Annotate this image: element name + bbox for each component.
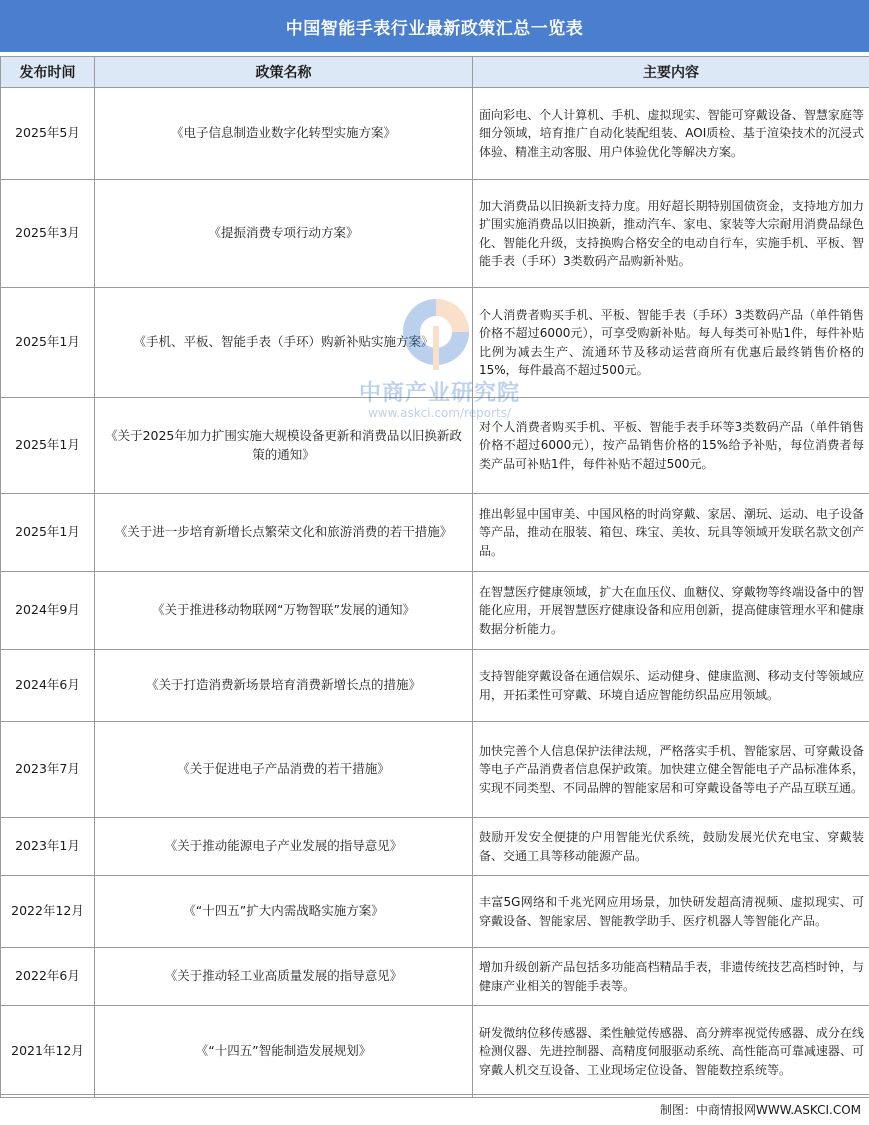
table-row xyxy=(1,572,869,650)
table-row xyxy=(1,876,869,948)
table-row xyxy=(1,88,869,180)
table-row xyxy=(1,722,869,818)
cell-policy-name: 《关于推动轻工业高质量发展的指导意见》 xyxy=(95,948,473,1006)
table-row xyxy=(1,650,869,722)
cell-policy-name: 《关于2025年加力扩围实施大规模设备更新和消费品以旧换新政策的通知》 xyxy=(95,398,473,494)
cell-date: 2023年1月 xyxy=(1,818,95,876)
header-date: 发布时间 xyxy=(1,57,95,88)
cell-date: 2024年6月 xyxy=(1,650,95,722)
cell-date: 2024年9月 xyxy=(1,572,95,650)
table-body xyxy=(1,88,869,1098)
footer-credit: 制图：中商情报网WWW.ASKCI.COM xyxy=(0,1094,869,1125)
cell-policy-name: 《提振消费专项行动方案》 xyxy=(95,180,473,288)
cell-date: 2021年12月 xyxy=(1,1006,95,1098)
cell-content: 加快完善个人信息保护法律法规，严格落实手机、智能家居、可穿戴设备等电子产品消费者信息保护政策。加快建立健全智能电子产品标准体系，实现不同类型、不同品牌的智能家居和可穿戴设备等电子产品互联互通。 xyxy=(473,722,869,818)
cell-content: 加大消费品以旧换新支持力度。用好超长期特别国债资金，支持地方加力扩围实施消费品以旧换新，推动汽车、家电、家装等大宗耐用消费品绿色化、智能化升级，支持换购合格安全的电动自行车，实施手机、平板、智能手表（手环）3类数码产品购新补贴。 xyxy=(473,180,869,288)
cell-content: 个人消费者购买手机、平板、智能手表（手环）3类数码产品（单件销售价格不超过6000元），可享受购新补贴。每人每类可补贴1件，每件补贴比例为减去生产、流通环节及移动运营商所有优惠后最终销售价格的15%，每件最高不超过500元。 xyxy=(473,288,869,398)
cell-date: 2022年6月 xyxy=(1,948,95,1006)
table-row xyxy=(1,398,869,494)
cell-content: 鼓励开发安全便捷的户用智能光伏系统，鼓励发展光伏充电宝、穿戴装备、交通工具等移动能源产品。 xyxy=(473,818,869,876)
cell-policy-name: 《关于进一步培育新增长点繁荣文化和旅游消费的若干措施》 xyxy=(95,494,473,572)
cell-date: 2022年12月 xyxy=(1,876,95,948)
table-row xyxy=(1,180,869,288)
header-name: 政策名称 xyxy=(95,57,473,88)
cell-policy-name: 《电子信息制造业数字化转型实施方案》 xyxy=(95,88,473,180)
cell-policy-name: 《关于打造消费新场景培育消费新增长点的措施》 xyxy=(95,650,473,722)
policy-table xyxy=(0,56,869,1098)
table-title: 中国智能手表行业最新政策汇总一览表 xyxy=(0,0,869,52)
table-row xyxy=(1,494,869,572)
cell-date: 2025年5月 xyxy=(1,88,95,180)
table-header-row xyxy=(1,57,869,88)
cell-date: 2025年1月 xyxy=(1,398,95,494)
cell-content: 支持智能穿戴设备在通信娱乐、运动健身、健康监测、移动支付等领域应用，开拓柔性可穿戴、环境自适应智能纺织品应用领域。 xyxy=(473,650,869,722)
cell-policy-name: 《关于推进移动物联网“万物智联”发展的通知》 xyxy=(95,572,473,650)
table-row xyxy=(1,1006,869,1098)
cell-date: 2025年3月 xyxy=(1,180,95,288)
table-row xyxy=(1,288,869,398)
watermark-url: www.askci.com/reports/ xyxy=(367,406,512,420)
cell-content: 对个人消费者购买手机、平板、智能手表手环等3类数码产品（单件销售价格不超过6000元），按产品销售价格的15%给予补贴，每位消费者每类产品可补贴1件，每件补贴不超过500元。 xyxy=(473,398,869,494)
cell-date: 2025年1月 xyxy=(1,494,95,572)
cell-policy-name: 《手机、平板、智能手表（手环）购新补贴实施方案》 xyxy=(95,288,473,398)
cell-content: 丰富5G网络和千兆光网应用场景，加快研发超高清视频、虚拟现实、可穿戴设备、智能家居、智能教学助手、医疗机器人等智能化产品。 xyxy=(473,876,869,948)
cell-content: 推出彰显中国审美、中国风格的时尚穿戴、家居、潮玩、运动、电子设备等产品，推动在服装、箱包、珠宝、美妆、玩具等领域开发联名款文创产品。 xyxy=(473,494,869,572)
cell-policy-name: 《关于推动能源电子产业发展的指导意见》 xyxy=(95,818,473,876)
cell-content: 研发微纳位移传感器、柔性触觉传感器、高分辨率视觉传感器、成分在线检测仪器、先进控制器、高精度伺服驱动系统、高性能高可靠减速器、可穿戴人机交互设备、工业现场定位设备、智能数控系统等。 xyxy=(473,1006,869,1098)
cell-date: 2025年1月 xyxy=(1,288,95,398)
table-row xyxy=(1,818,869,876)
cell-policy-name: 《“十四五”智能制造发展规划》 xyxy=(95,1006,473,1098)
table-row xyxy=(1,948,869,1006)
cell-content: 增加升级创新产品包括多功能高档精品手表，非遗传统技艺高档时钟，与健康产业相关的智能手表等。 xyxy=(473,948,869,1006)
header-content: 主要内容 xyxy=(473,57,869,88)
cell-policy-name: 《关于促进电子产品消费的若干措施》 xyxy=(95,722,473,818)
cell-content: 面向彩电、个人计算机、手机、虚拟现实、智能可穿戴设备、智慧家庭等细分领域，培育推广自动化装配组装、AOI质检、基于渲染技术的沉浸式体验、精准主动客服、用户体验优化等解决方案。 xyxy=(473,88,869,180)
watermark-name: 中商产业研究院 xyxy=(358,381,520,406)
cell-policy-name: 《“十四五”扩大内需战略实施方案》 xyxy=(95,876,473,948)
cell-date: 2023年7月 xyxy=(1,722,95,818)
cell-content: 在智慧医疗健康领域，扩大在血压仪、血糖仪、穿戴物等终端设备中的智能化应用，开展智慧医疗健康设备和应用创新，提高健康管理水平和健康数据分析能力。 xyxy=(473,572,869,650)
